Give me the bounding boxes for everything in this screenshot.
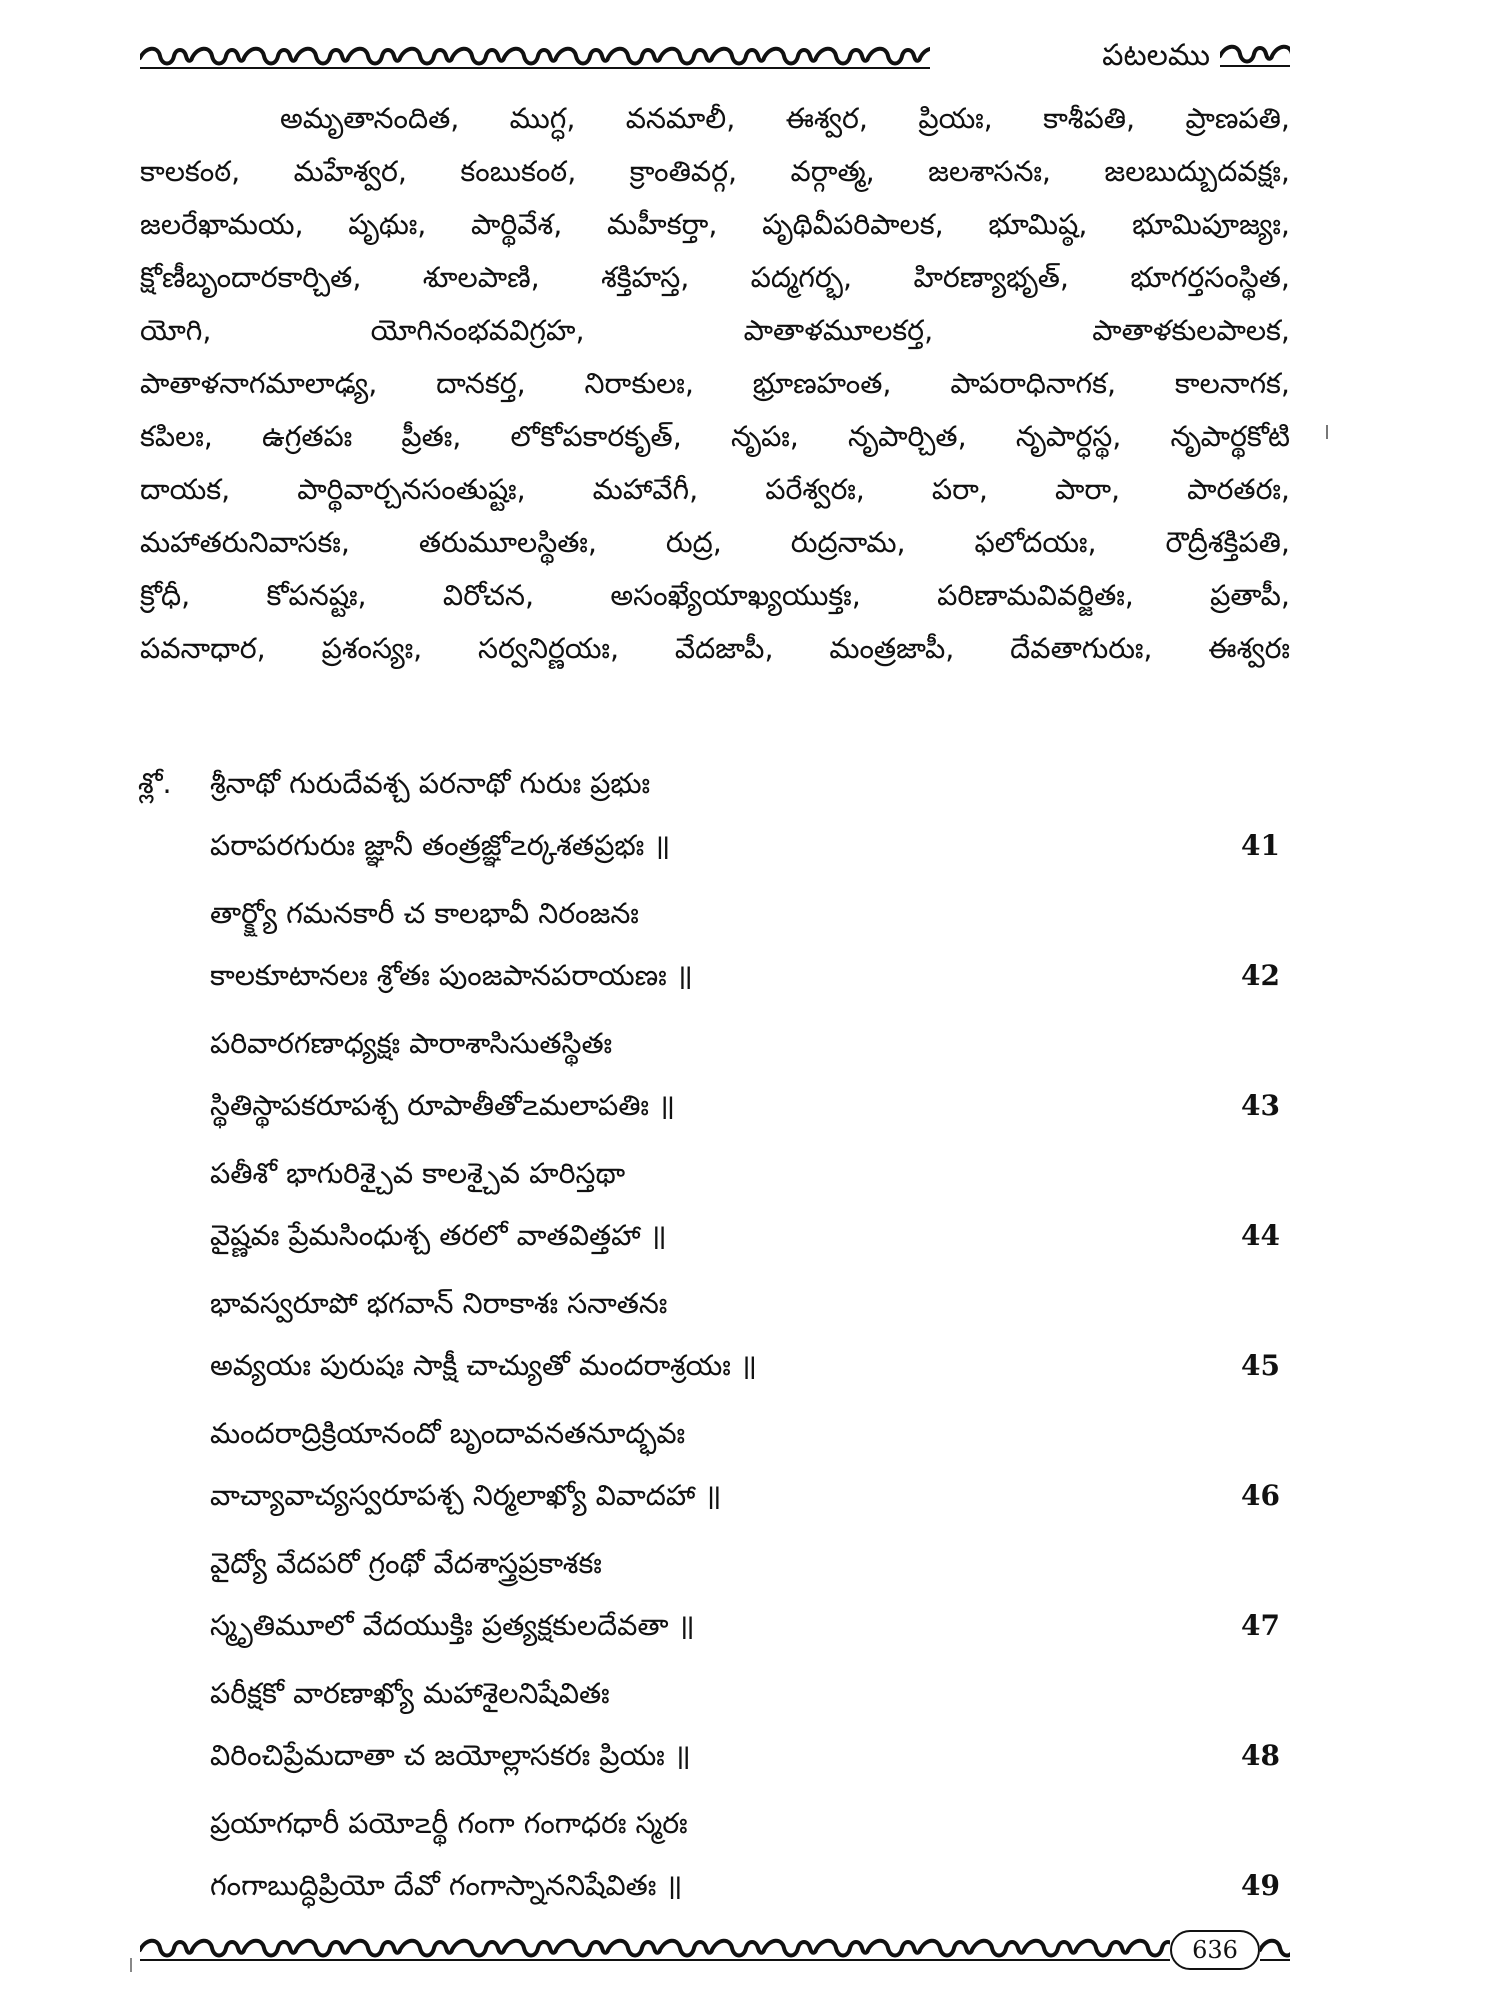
verses-section <box>140 762 1290 1932</box>
footer-ornament-end <box>1260 1934 1290 1964</box>
verse-block <box>140 1412 1290 1542</box>
scan-mark <box>1326 425 1328 439</box>
verse-block <box>140 1542 1290 1672</box>
prose-line: పవనాధార, ప్రశంస్యః, సర్వనిర్ణయః, వేదజాపీ, మంత్రజాపీ, దేవతాగురుః, ఈశ్వరః <box>140 632 1290 665</box>
verse-number: 45 <box>1241 1349 1280 1382</box>
verse-block <box>140 762 1290 892</box>
verse-line: స్మృతిమూలో వేదయుక్తిః ప్రత్యక్షకులదేవతా ॥ <box>210 1609 695 1642</box>
prose-line: కపిలః, ఉగ్రతపః ప్రీతః, లోకోపకారకృత్, నృపః, నృపార్చిత, నృపార్ధస్థ, నృపార్థకోటి <box>140 420 1290 453</box>
ornament-wave <box>140 1941 1170 1956</box>
verse-block <box>140 1022 1290 1152</box>
verse-line: శ్రీనాథో గురుదేవశ్చ పరనాథో గురుః ప్రభుః <box>210 767 651 800</box>
verse-number: 44 <box>1241 1219 1280 1252</box>
verse-line: వాచ్యావాచ్యస్వరూపశ్చ నిర్మలాఖ్యో వివాదహా ॥ <box>210 1479 722 1512</box>
verse-block <box>140 1152 1290 1282</box>
verse-number: 48 <box>1241 1739 1280 1772</box>
header-ornament-border <box>140 42 930 72</box>
verse-line: వైద్యో వేదపరో గ్రంథో వేదశాస్త్రప్రకాశకః <box>210 1547 602 1580</box>
verse-line: పరాపరగురుః జ్ఞానీ తంత్రజ్ఞో౽ర్కశతప్రభః ॥ <box>210 829 671 862</box>
verse-number: 46 <box>1241 1479 1280 1512</box>
verse-number: 41 <box>1241 829 1280 862</box>
verse-block <box>140 892 1290 1022</box>
verse-line: తార్క్ష్యో గమనకారీ చ కాలభావీ నిరంజనః <box>210 897 639 930</box>
names-paragraph <box>140 92 1290 675</box>
verse-line: వైష్ణవః ప్రేమసింధుశ్చ తరలో వాతవిత్తహా ॥ <box>210 1219 667 1252</box>
page-header <box>140 30 1290 90</box>
verse-line: పతీశో భాగురిశ్చైవ కాలశ్చైవ హరిస్తథా <box>210 1157 626 1190</box>
ornament-wave <box>140 49 930 64</box>
prose-line: అమృతానందిత, ముగ్ధ, వనమాలీ, ఈశ్వర, ప్రియః, కాశీపతి, ప్రాణపతి, <box>280 102 1290 135</box>
prose-line: పాతాళనాగమాలాఢ్య, దానకర్త, నిరాకులః, భ్రూణహంత, పాపరాధినాగక, కాలనాగక, <box>140 367 1290 400</box>
verse-line: మందరాద్రిక్రియానందో బృందావనతనూద్భవః <box>210 1417 686 1450</box>
prose-line: యోగి, యోగినంభవవిగ్రహ, పాతాళమూలకర్త, పాతాళకులపాలక, <box>140 314 1290 347</box>
verse-line: అవ్యయః పురుషః సాక్షీ చాచ్యుతో మందరాశ్రయః ॥ <box>210 1349 757 1382</box>
sloka-marker: శ్లో. <box>138 767 172 800</box>
verse-number: 42 <box>1241 959 1280 992</box>
verse-line: భావస్వరూపో భగవాన్ నిరాకాశః సనాతనః <box>210 1287 668 1320</box>
header-title: పటలము <box>1102 38 1210 73</box>
prose-line: మహాతరునివాసకః, తరుమూలస్థితః, రుద్ర, రుద్రనామ, ఫలోదయః, రౌద్రీశక్తిపతి, <box>140 526 1290 559</box>
page-number: 636 <box>1170 1930 1260 1970</box>
ornament-wave <box>1220 47 1290 62</box>
header-ornament-small <box>1220 40 1290 70</box>
verse-number: 43 <box>1241 1089 1280 1122</box>
verse-line: పరీక్షకో వారణాఖ్యో మహాశైలనిషేవితః <box>210 1677 610 1710</box>
verse-block <box>140 1282 1290 1412</box>
verse-line: కాలకూటానలః శ్రోతః పుంజపానపరాయణః ॥ <box>210 959 693 992</box>
prose-line: కాలకంఠ, మహేశ్వర, కంబుకంఠ, క్రాంతివర్గ, వర్గాత్మ, జలశాసనః, జలబుద్బుదవక్షః, <box>140 155 1290 188</box>
ornament-wave <box>1260 1941 1290 1956</box>
verse-line: స్థితిస్థాపకరూపశ్చ రూపాతీతో౽మలాపతిః ॥ <box>210 1089 676 1122</box>
verse-number: 47 <box>1241 1609 1280 1642</box>
scan-mark <box>130 1958 132 1972</box>
verse-number: 49 <box>1241 1869 1280 1902</box>
verse-line: పరివారగణాధ్యక్షః పారాశాసిసుతస్థితః <box>210 1027 613 1060</box>
prose-line: దాయక, పార్థివార్చనసంతుష్టః, మహావేగీ, పరేశ్వరః, పరా, పారా, పారతరః, <box>140 473 1290 506</box>
footer-ornament-border <box>140 1934 1170 1964</box>
verse-line: గంగాబుద్ధిప్రియో దేవో గంగాస్నాననిషేవితః ॥ <box>210 1869 683 1902</box>
verse-line: విరించిప్రేమదాతా చ జయోల్లాసకరః ప్రియః ॥ <box>210 1739 691 1772</box>
page-footer <box>140 1928 1290 1972</box>
prose-line: క్షోణీబృందారకార్చిత, శూలపాణి, శక్తిహస్త, పద్మగర్భ, హిరణ్యాభృత్, భూగర్తసంస్థిత, <box>140 261 1290 294</box>
prose-line: క్రోధీ, కోపనష్టః, విరోచన, అసంఖ్యేయాఖ్యయుక్తః, పరిణామవివర్జితః, ప్రతాపీ, <box>140 579 1290 612</box>
verse-block <box>140 1802 1290 1932</box>
prose-line: జలరేఖామయ, పృథుః, పార్థివేశ, మహీకర్తా, పృథివీపరిపాలక, భూమిష్ఠ, భూమిపూజ్యః, <box>140 208 1290 241</box>
verse-line: ప్రయాగధారీ పయో౽ర్థీ గంగా గంగాధరః స్మరః <box>210 1807 688 1840</box>
verse-block <box>140 1672 1290 1802</box>
